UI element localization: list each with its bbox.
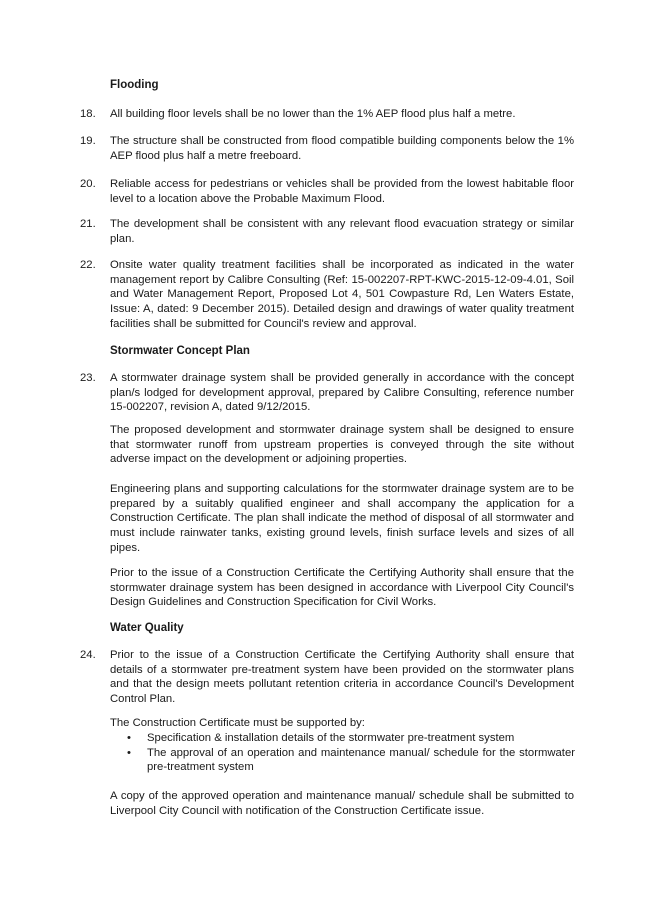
condition-number-24: 24. bbox=[80, 649, 96, 661]
closing-paragraph: A copy of the approved operation and maintenance manual/ schedule shall be submitted to Liverpool City Council with notification of the Construction Certificate issue. bbox=[110, 790, 574, 817]
condition-text-19: The structure shall be constructed from flood compatible building components below the 1% AEP flood plus half a metre freeboard. bbox=[110, 135, 574, 162]
stormwater-paragraph-3: Prior to the issue of a Construction Certificate the Certifying Authority shall ensure that the stormwater drainage system has been designed in accordance with Liverpool City Council's Design Guidelines and Construction Specification for Civil Works. bbox=[110, 567, 574, 609]
stormwater-paragraph-1: The proposed development and stormwater drainage system shall be designed to ensure that stormwater runoff from upstream properties is conveyed through the site without adverse impact on the development or adjoining properties. bbox=[110, 424, 574, 466]
bullet-item-specification bbox=[127, 731, 575, 746]
condition-number-21: 21. bbox=[80, 218, 96, 230]
condition-text-23: A stormwater drainage system shall be provided generally in accordance with the concept plan/s lodged for development approval, prepared by Calibre Consulting, reference number 15-002207, revision A, dated 9/12/2015. bbox=[110, 372, 574, 414]
condition-text-18: All building floor levels shall be no lower than the 1% AEP flood plus half a metre. bbox=[110, 108, 516, 120]
condition-number-18: 18. bbox=[80, 108, 96, 120]
section-heading-flooding: Flooding bbox=[110, 79, 159, 91]
construction-certificate-intro: The Construction Certificate must be supported by: bbox=[110, 717, 365, 729]
condition-text-21: The development shall be consistent with any relevant flood evacuation strategy or similar plan. bbox=[110, 218, 574, 245]
condition-text-20: Reliable access for pedestrians or vehicles shall be provided from the lowest habitable floor level to a location above the Probable Maximum Flood. bbox=[110, 178, 574, 205]
condition-text-24: Prior to the issue of a Construction Certificate the Certifying Authority shall ensure that details of a stormwater pre-treatment system have been provided on the stormwater plans and that the design meets pollutant retention criteria in accordance Council's Development Control Plan. bbox=[110, 649, 574, 706]
bullet-icon: • bbox=[127, 732, 131, 744]
condition-number-22: 22. bbox=[80, 259, 96, 271]
bullet-item-approval bbox=[127, 746, 575, 775]
condition-number-20: 20. bbox=[80, 178, 96, 190]
section-heading-stormwater-concept-plan: Stormwater Concept Plan bbox=[110, 345, 250, 357]
section-heading-water-quality: Water Quality bbox=[110, 622, 184, 634]
bullet-icon: • bbox=[127, 746, 131, 759]
bullet-text: Specification & installation details of the stormwater pre-treatment system bbox=[147, 732, 515, 744]
stormwater-paragraph-2: Engineering plans and supporting calculations for the stormwater drainage system are to be prepared by a suitably qualified engineer and shall accompany the application for a Construction Certificate. The plan shall indicate the method of disposal of all stormwater and must include rainwater tanks, existing ground levels, finish surface levels and sizes of all pipes. bbox=[110, 483, 574, 554]
condition-text-22: Onsite water quality treatment facilities shall be incorporated as indicated in the water management report by Calibre Consulting (Ref: 15-002207-RPT-KWC-2015-12-09-4.01, Soil and Water Management Report, Proposed Lot 4, 501 Cowpasture Rd, Len Waters Estate, Issue: A, dated: 9 December 2015). Detailed design and drawings of water quality treatment facilities shall be submitted for Council's review and approval. bbox=[110, 259, 574, 330]
condition-number-23: 23. bbox=[80, 372, 96, 384]
bullet-text: The approval of an operation and maintenance manual/ schedule for the stormwater pre-treatment system bbox=[147, 746, 575, 774]
condition-number-19: 19. bbox=[80, 135, 96, 147]
requirements-bullet-list bbox=[127, 731, 575, 775]
